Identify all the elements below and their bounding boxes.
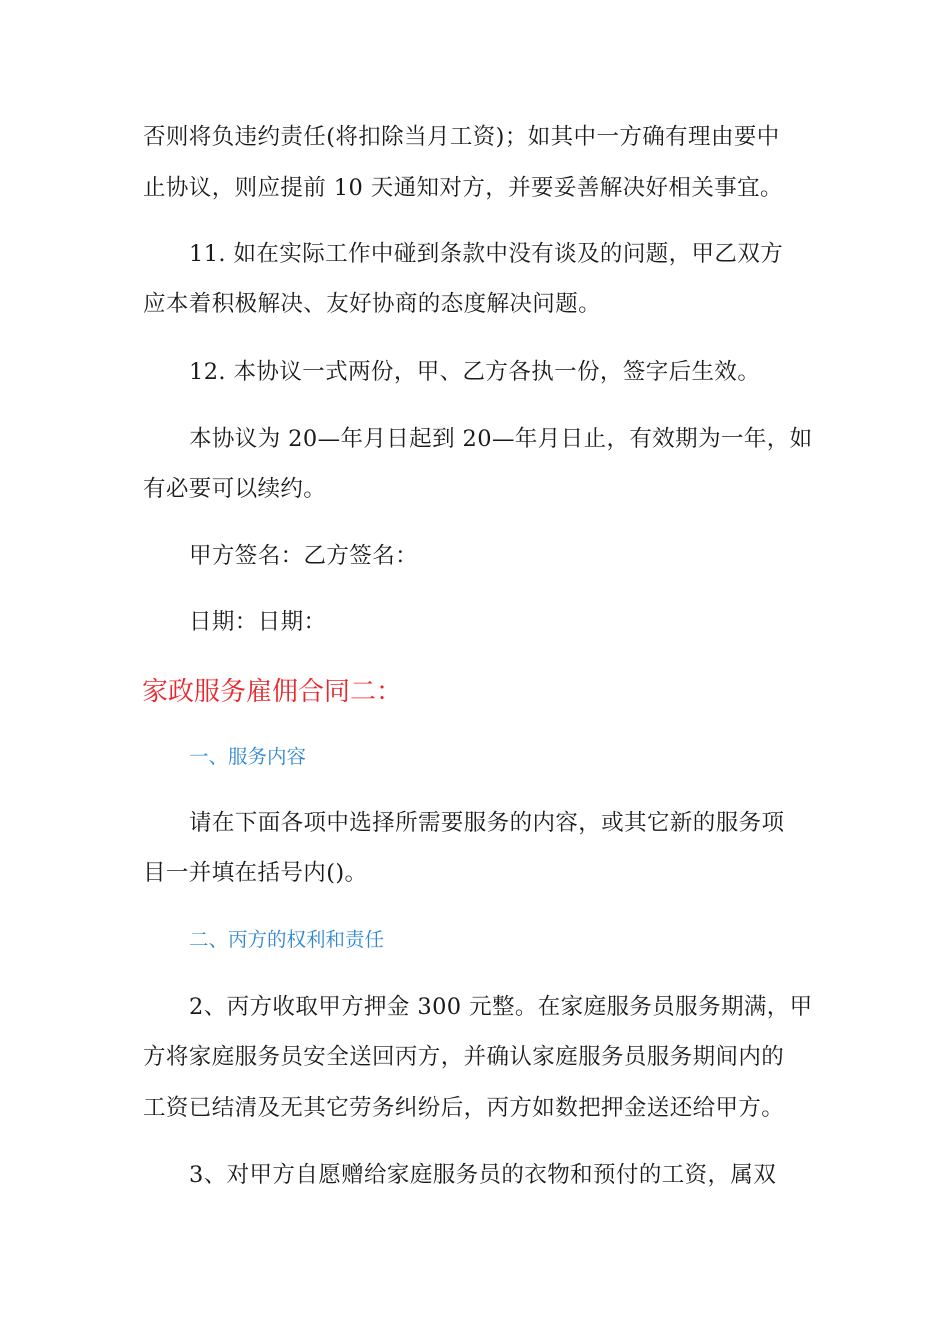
- item-2-line-2: 方将家庭服务员安全送回丙方，并确认家庭服务员服务期间内的: [143, 1044, 785, 1070]
- paragraph-11-line-1: 11. 如在实际工作中碰到条款中没有谈及的问题，甲乙双方: [189, 241, 784, 267]
- item-2-line-1: 2、丙方收取甲方押金 300 元整。在家庭服务员服务期满，甲: [189, 994, 813, 1020]
- paragraph-12: 12. 本协议一式两份，甲、乙方各执一份，签字后生效。: [189, 359, 761, 385]
- item-2-line-3: 工资已结清及无其它劳务纠纷后，丙方如数把押金送还给甲方。: [143, 1095, 785, 1121]
- section-1-heading: 一、服务内容: [189, 745, 307, 768]
- term-paragraph-line-1: 本协议为 20—年月日起到 20—年月日止，有效期为一年，如: [189, 426, 813, 452]
- term-paragraph-line-2: 有必要可以续约。: [143, 476, 327, 502]
- signature-line: 甲方签名：乙方签名：: [189, 543, 419, 569]
- item-3-line-1: 3、对甲方自愿赠给家庭服务员的衣物和预付的工资，属双: [189, 1162, 777, 1188]
- paragraph-10-line-1: 否则将负违约责任(将扣除当月工资)；如其中一方确有理由要中: [143, 124, 780, 150]
- section-2-heading: 二、丙方的权利和责任: [189, 928, 385, 951]
- section-1-line-1: 请在下面各项中选择所需要服务的内容，或其它新的服务项: [189, 810, 785, 836]
- paragraph-10-line-2: 止协议，则应提前 10 天通知对方，并要妥善解决好相关事宜。: [143, 175, 783, 201]
- date-line: 日期：日期：: [189, 609, 327, 635]
- contract-2-title: 家政服务雇佣合同二：: [142, 677, 403, 707]
- paragraph-11-line-2: 应本着积极解决、友好协商的态度解决问题。: [143, 291, 602, 317]
- section-1-line-2: 目一并填在括号内()。: [143, 860, 368, 886]
